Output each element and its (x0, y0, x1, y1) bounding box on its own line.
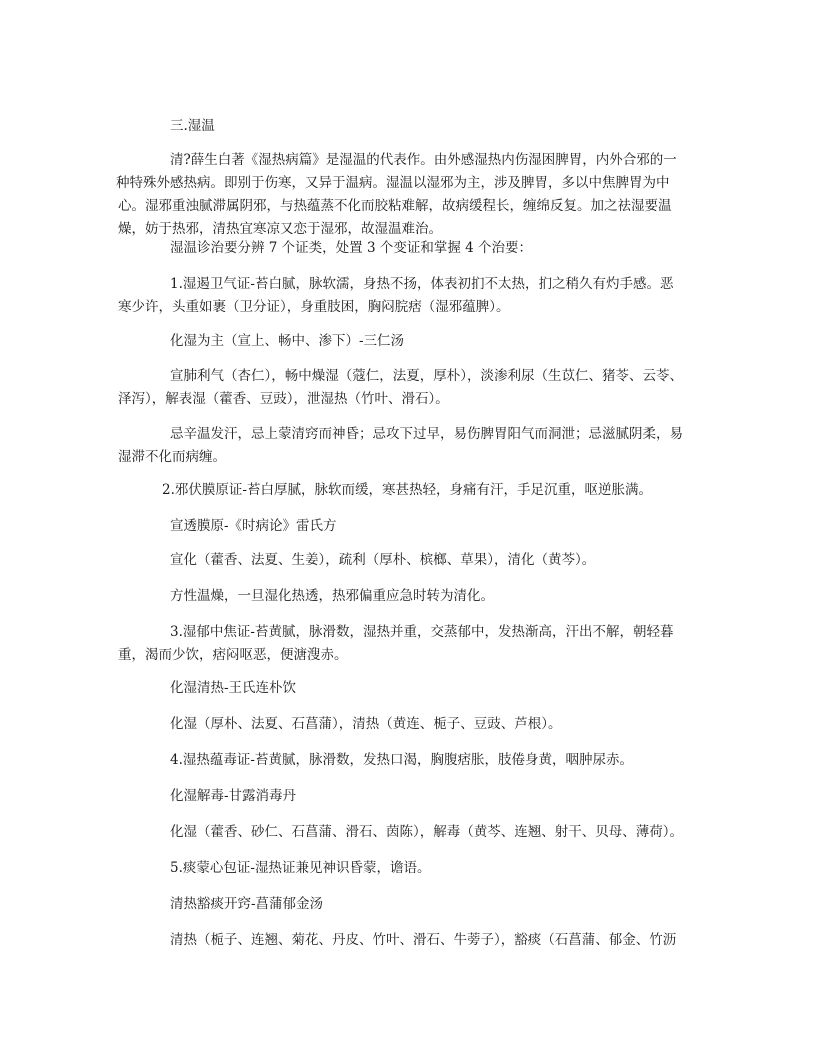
syndrome-line: 3.湿郁中焦证-苔黄腻，脉滑数，湿热并重，交蒸郁中，发热渐高，汗出不解，朝轻暮 (170, 624, 674, 640)
syndrome-line: 寒少许，头重如裹（卫分证），身重肢困，胸闷脘痞（湿邪蕴脾）。 (118, 299, 510, 315)
intro-line: 心。湿邪重浊腻滞属阴邪，与热蕴蒸不化而胶粘难解，故病缓程长，缠绵反复。加之祛湿要温 (118, 198, 672, 214)
herbs-line: 宣肺利气（杏仁），畅中燥湿（蔻仁，法夏，厚朴），淡渗利尿（生苡仁、猪苓、云苓、 (170, 368, 683, 384)
herbs-3-paragraph (118, 713, 696, 736)
section-heading (118, 115, 696, 138)
intro-line: 种特殊外感热病。即别于伤寒，又异于温病。湿温以湿邪为主，涉及脾胃，多以中焦脾胃为中 (116, 175, 670, 191)
syndrome-line: 1.湿遏卫气证-苔白腻，脉软濡，身热不扬，体表初扪不太热，扪之稍久有灼手感。恶 (170, 276, 674, 292)
note-text: 方性温燥，一旦湿化热透，热邪偏重应急时转为清化。 (170, 588, 494, 604)
method-1-paragraph (118, 330, 696, 353)
method-5-paragraph (118, 893, 696, 916)
caution-line: 湿滞不化而病缠。 (118, 449, 226, 465)
method-text: 宣透膜原-《时病论》雷氏方 (170, 518, 337, 534)
caution-1-paragraph (118, 423, 696, 469)
syndrome-2-paragraph (118, 479, 696, 502)
syndrome-1-paragraph (118, 273, 696, 319)
herbs-line: 清热（栀子、连翘、菊花、丹皮、竹叶、滑石、牛蒡子），豁痰（石菖蒲、郁金、竹沥 (170, 932, 677, 948)
syndrome-line: 2.邪伏膜原证-苔白厚腻，脉软而缓，寒甚热轻，身痛有汗，手足沉重，呕逆胀满。 (162, 482, 652, 498)
herbs-line: 化湿（厚朴、法夏、石菖蒲），清热（黄连、栀子、豆豉、芦根）。 (170, 716, 562, 732)
method-text: 化湿清热-王氏连朴饮 (170, 680, 297, 696)
heading-text: 三.湿温 (170, 118, 215, 134)
caution-line: 忌辛温发汗，忌上蒙清窍而神昏；忌攻下过早，易伤脾胃阳气而洞泄；忌滋腻阴柔，易 (170, 426, 683, 442)
herbs-4-paragraph (118, 821, 696, 844)
method-3-paragraph (118, 677, 696, 700)
syndrome-5-paragraph (118, 857, 696, 880)
method-text: 化湿解毒-甘露消毒丹 (170, 788, 297, 804)
herbs-line: 宣化（藿香、法夏、生姜），疏利（厚朴、槟榔、草果），清化（黄芩）。 (170, 552, 596, 568)
intro-paragraph (118, 149, 696, 241)
herbs-1-paragraph (118, 365, 696, 411)
method-2-paragraph (118, 515, 696, 538)
syndrome-3-paragraph (118, 621, 696, 667)
method-4-paragraph (118, 785, 696, 808)
note-2-paragraph (118, 585, 696, 608)
summary-paragraph (118, 237, 696, 260)
summary-text: 湿温诊治要分辨 7 个证类，处置 3 个变证和掌握 4 个治要： (170, 240, 533, 256)
syndrome-4-paragraph (118, 749, 696, 772)
herbs-line: 泽泻），解表湿（藿香、豆豉），泄湿热（竹叶、滑石）。 (118, 391, 449, 407)
method-text: 化湿为主（宣上、畅中、渗下）-三仁汤 (170, 333, 405, 349)
syndrome-line: 重，渴而少饮，痞闷呕恶，便溏溲赤。 (118, 647, 348, 663)
syndrome-line: 4.湿热蕴毒证-苔黄腻，脉滑数，发热口渴，胸腹痞胀，肢倦身黄，咽肿尿赤。 (170, 752, 633, 768)
method-text: 清热豁痰开窍-菖蒲郁金汤 (170, 896, 324, 912)
intro-line: 清?薛生白著《湿热病篇》是湿温的代表作。由外感湿热内伤湿困脾胃，内外合邪的一 (170, 152, 677, 168)
syndrome-line: 5.痰蒙心包证-湿热证兼见神识昏蒙，谵语。 (170, 860, 431, 876)
herbs-5-paragraph (118, 929, 696, 952)
herbs-2-paragraph (118, 549, 696, 572)
intro-line: 燥，妨于热邪，清热宜寒凉又恋于湿邪，故湿温难治。 (118, 221, 442, 237)
herbs-line: 化湿（藿香、砂仁、石菖蒲、滑石、茵陈），解毒（黄芩、连翘、射干、贝母、薄荷）。 (170, 824, 683, 840)
